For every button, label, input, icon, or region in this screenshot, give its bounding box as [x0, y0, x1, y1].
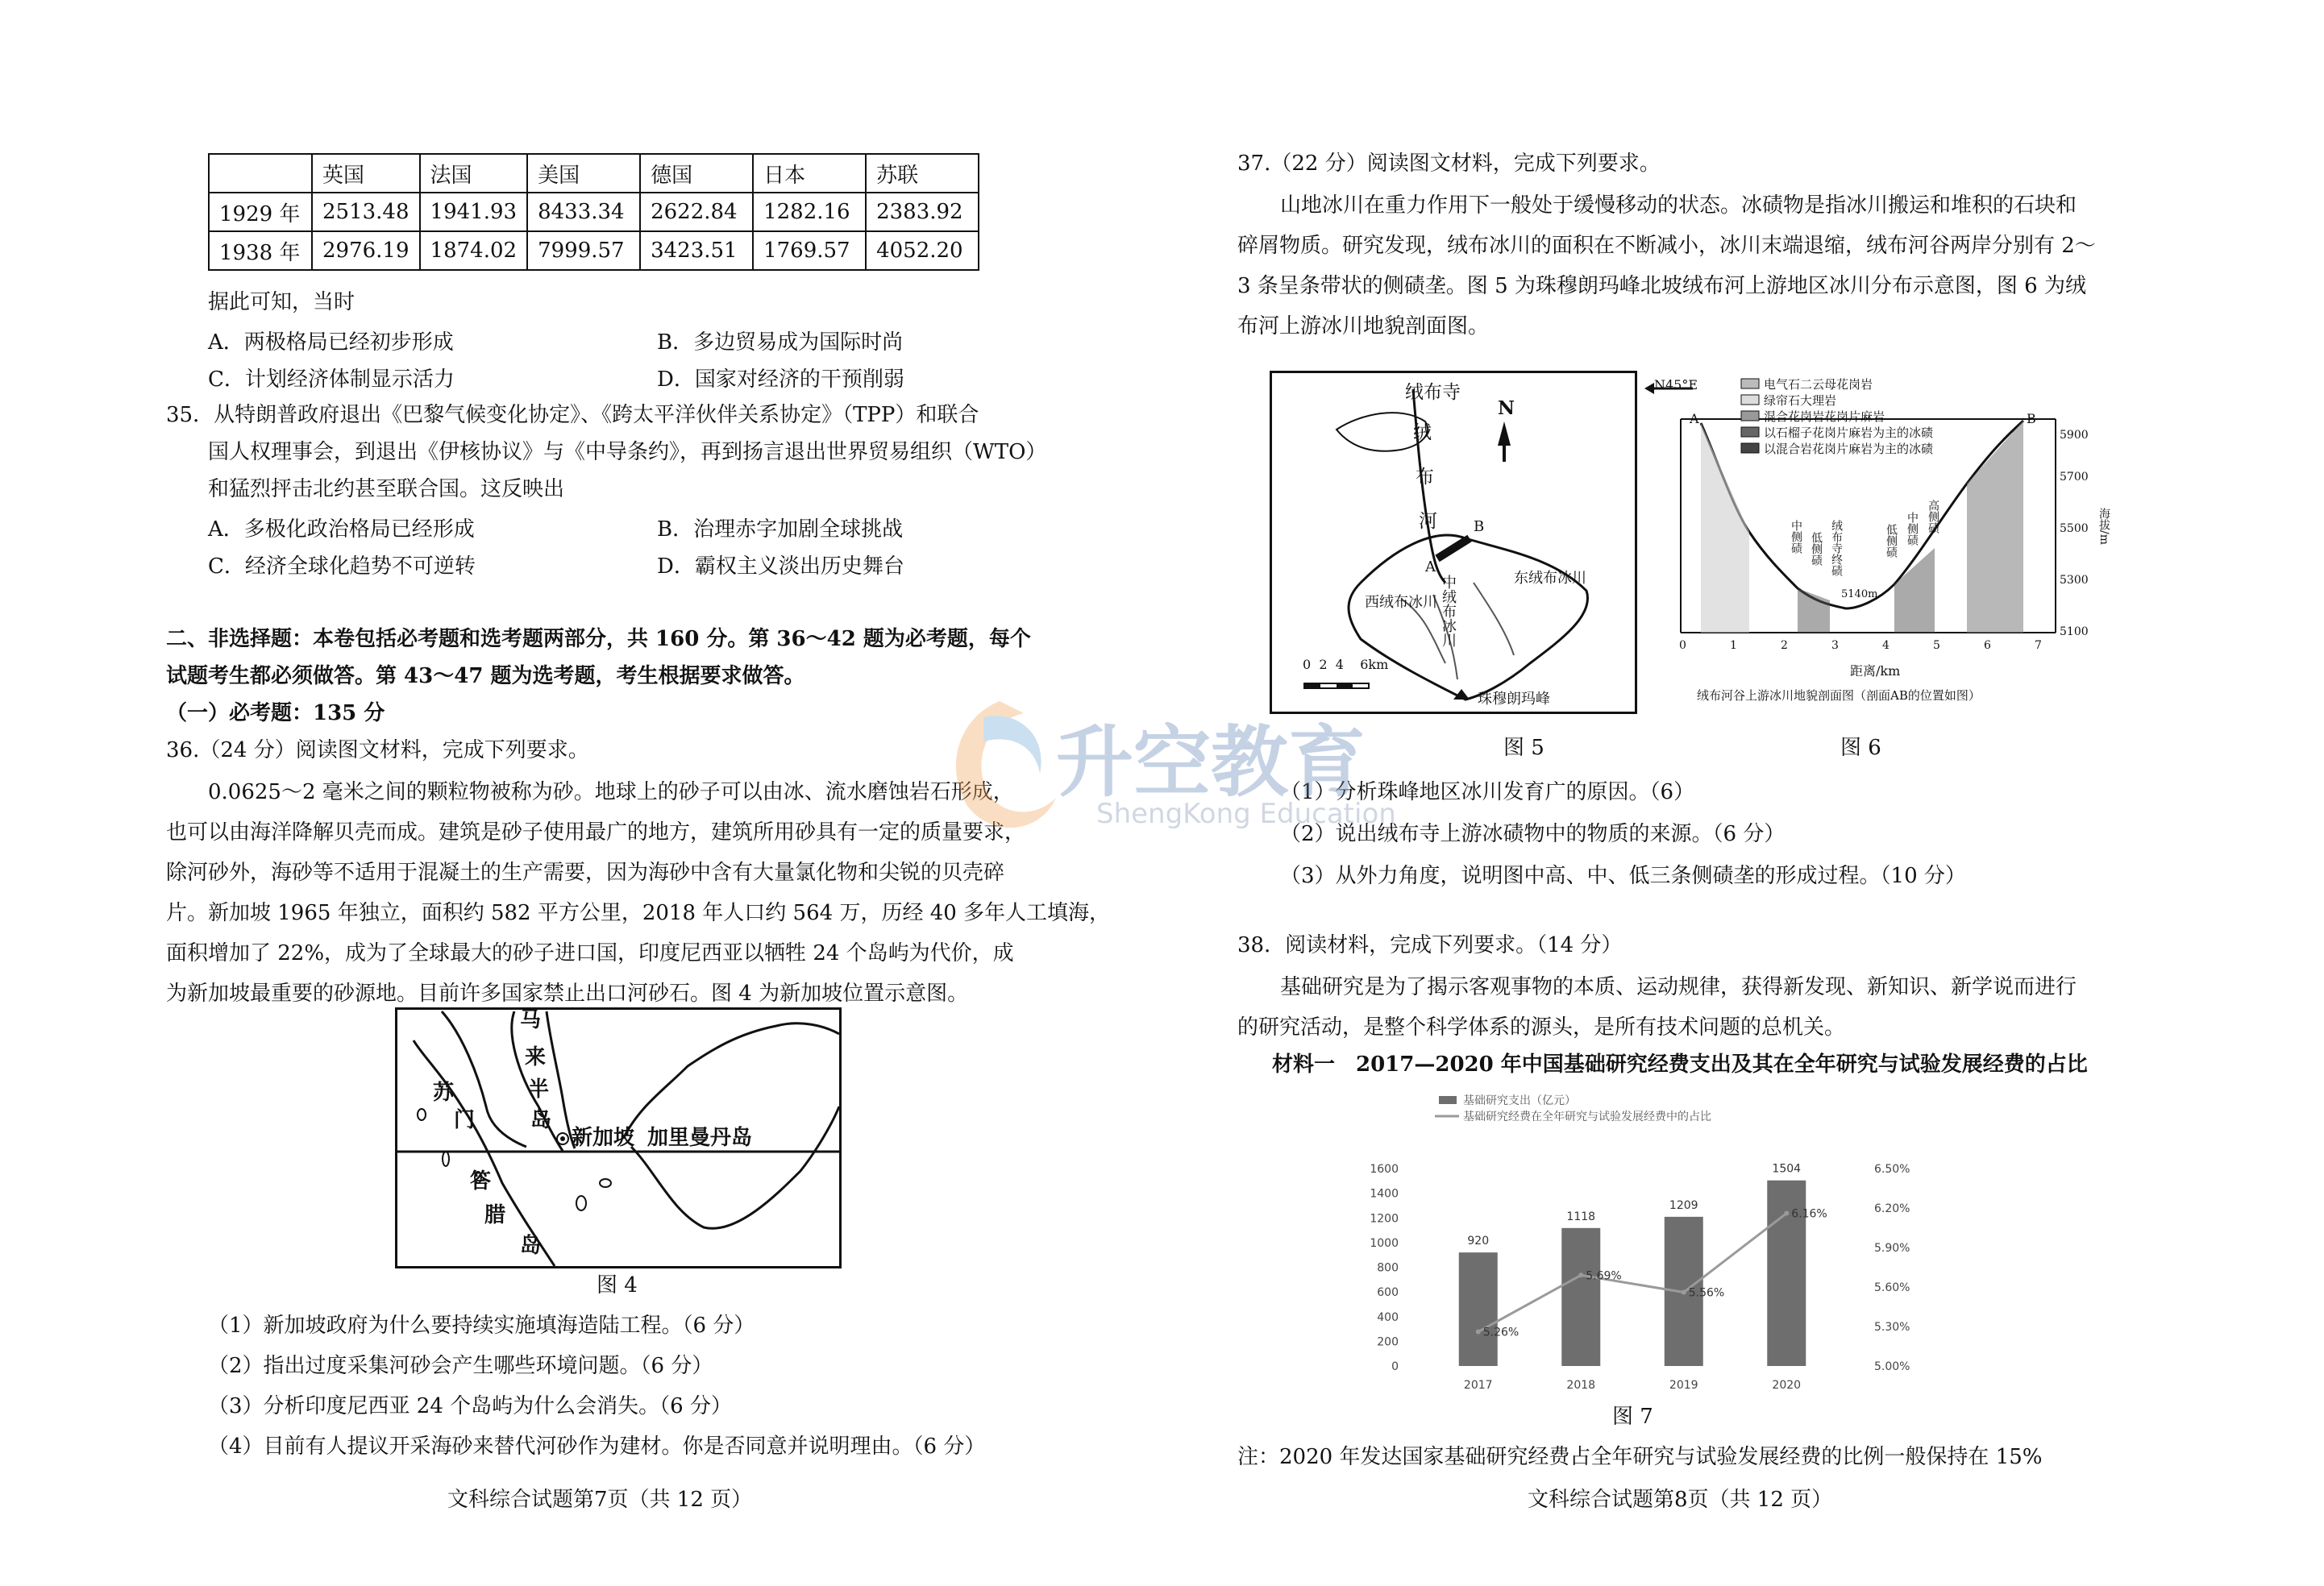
q37-material-line: 布河上游冰川地貌剖面图。	[1237, 314, 1490, 338]
label-kalimantan: 加里曼丹岛	[647, 1126, 753, 1150]
q37-material-line: 碎屑物质。研究发现，绒布冰川的面积在不断减小，冰川末端退缩，绒布河谷两岸分别有 2～	[1237, 234, 2096, 258]
moraine-label: 高侧碛	[1927, 500, 1939, 534]
table-row	[209, 193, 979, 231]
x-tick: 2018	[1566, 1379, 1596, 1392]
moraine-body	[1894, 548, 1935, 633]
label-malay: 岛	[530, 1108, 552, 1132]
label-scale: 0 2 4 6km	[1303, 657, 1389, 672]
x-tick: 4	[1882, 639, 1890, 652]
figure-7-caption: 图 7	[1612, 1405, 1653, 1429]
elevation-label: 5140m	[1841, 588, 1878, 600]
gneiss-body	[1967, 421, 2023, 633]
q37-sub-question: （2）说出绒布寺上游冰碛物中的物质的来源。（6 分）	[1280, 822, 1786, 846]
label-sumatra: 门	[454, 1108, 476, 1132]
legend-swatch	[1741, 379, 1759, 388]
table-cell: 4052.20	[866, 231, 979, 270]
label-west-glacier: 西绒布冰川	[1365, 594, 1437, 611]
y-left-tick: 1200	[1370, 1212, 1399, 1226]
q37-material-line: 3 条呈条带状的侧碛垄。图 5 为珠穆朗玛峰北坡绒布河上游地区冰川分布示意图，图 6 为绒	[1237, 274, 2086, 298]
label-sumatra: 岛	[520, 1234, 542, 1258]
x-axis-label: 距离/km	[1850, 663, 1901, 679]
label-b: B	[1474, 518, 1485, 535]
page-footer-left: 文科综合试题第7页（共 12 页）	[447, 1488, 753, 1512]
table-cell: 美国	[527, 154, 640, 193]
label-a: A	[1690, 411, 1699, 426]
label-river: 河	[1419, 511, 1437, 532]
figure-5-glacier-map	[1270, 371, 1637, 714]
x-tick: 2017	[1463, 1379, 1493, 1392]
q36-sub-question: （3）分析印度尼西亚 24 个岛屿为什么会消失。（6 分）	[208, 1394, 732, 1418]
label-everest: 珠穆朗玛峰	[1478, 691, 1550, 708]
q35-option-b: B．治理赤字加剧全球挑战	[657, 517, 904, 542]
island	[443, 1152, 449, 1166]
moraine-label: 低侧碛	[1810, 532, 1823, 566]
line-point	[1682, 1290, 1686, 1295]
x-tick: 5	[1933, 639, 1940, 652]
x-tick: 2020	[1772, 1379, 1802, 1392]
q37-material-line: 山地冰川在重力作用下一般处于缓慢移动的状态。冰碛物是指冰川搬运和堆积的石块和	[1280, 193, 2077, 218]
label-sumatra: 腊	[484, 1203, 506, 1227]
line-series	[1478, 1214, 1787, 1332]
q34-option-c: C．计划经济体制显示活力	[208, 367, 455, 392]
note-line: 注：2020 年发达国家基础研究经费占全年研究与试验发展经费的比例一般保持在 15%	[1237, 1445, 2043, 1469]
legend-line-label: 基础研究经费在全年研究与试验发展经费中的占比	[1463, 1111, 1711, 1123]
line-value-label: 5.56%	[1688, 1286, 1725, 1300]
gdp-table	[208, 153, 979, 271]
y-axis-label: 海拔/m	[2097, 508, 2110, 545]
q36-heading: 36.（24 分）阅读图文材料，完成下列要求。	[166, 738, 589, 762]
bar-value-label: 1118	[1566, 1210, 1596, 1223]
figure-6-subcaption: 绒布河谷上游冰川地貌剖面图（剖面AB的位置如图）	[1697, 688, 1981, 703]
q36-material-line: 也可以由海洋降解贝壳而成。建筑是砂子使用最广的地方，建筑所用砂具有一定的质量要求，	[166, 820, 1026, 845]
moraine-label: 中侧碛	[1790, 520, 1802, 554]
q36-sub-question: （1）新加坡政府为什么要持续实施填海造陆工程。（6 分）	[208, 1314, 755, 1338]
label-river: 布	[1416, 467, 1434, 488]
table-cell: 德国	[640, 154, 753, 193]
figure-5-caption: 图 5	[1503, 736, 1544, 760]
x-tick: 3	[1831, 639, 1839, 652]
table-cell: 2622.84	[640, 193, 753, 231]
q35-option-a: A．多极化政治格局已经形成	[208, 517, 475, 542]
label-malay: 马	[520, 1008, 542, 1032]
legend-swatch	[1741, 411, 1759, 421]
q38-material-line: 基础研究是为了揭示客观事物的本质、运动规律，获得新发现、新知识、新学说而进行	[1280, 975, 2077, 999]
y-left-tick: 200	[1377, 1335, 1399, 1349]
table-cell: 2513.48	[312, 193, 420, 231]
q36-material-line: 为新加坡最重要的砂源地。目前许多国家禁止出口河砂石。图 4 为新加坡位置示意图。	[166, 982, 969, 1006]
table-cell: 1769.57	[753, 231, 866, 270]
direction-arrow-head	[1644, 383, 1654, 394]
table-cell: 8433.34	[527, 193, 640, 231]
figure-4-singapore-map	[395, 1007, 842, 1268]
legend-bar-swatch	[1439, 1096, 1457, 1104]
label-sumatra: 答	[470, 1169, 492, 1194]
bar	[1561, 1228, 1600, 1366]
moraine-label: 绒布寺终碛	[1830, 520, 1843, 576]
q34-option-d: D．国家对经济的干预削弱	[657, 367, 904, 392]
q36-material-line: 片。新加坡 1965 年独立，面积约 582 平方公里，2018 年人口约 564 万，历经 40 多年人工填海，	[166, 901, 1111, 925]
label-malay: 半	[528, 1077, 550, 1102]
y-tick: 5900	[2060, 429, 2089, 442]
y-left-tick: 1600	[1370, 1163, 1399, 1176]
label-east-glacier: 东绒布冰川	[1514, 570, 1586, 587]
moraine-label: 低侧碛	[1885, 524, 1898, 558]
label-north: N	[1498, 397, 1515, 419]
figure-4-caption: 图 4	[597, 1273, 638, 1297]
y-tick: 5700	[2060, 471, 2089, 484]
label-b: B	[2027, 411, 2036, 426]
table-cell: 3423.51	[640, 231, 753, 270]
line-value-label: 6.16%	[1791, 1207, 1827, 1221]
y-left-tick: 600	[1377, 1286, 1399, 1300]
island	[418, 1109, 426, 1120]
bar	[1459, 1252, 1498, 1366]
profile-line-ab	[1437, 538, 1470, 558]
q38-material-line: 的研究活动，是整个科学体系的源头，是所有技术问题的总机关。	[1237, 1015, 1846, 1040]
label-central-glacier: 中绒布冰川	[1440, 575, 1457, 647]
table-cell: 2976.19	[312, 231, 420, 270]
glacier-area	[1349, 535, 1588, 700]
y-tick: 5100	[2060, 625, 2089, 638]
label-a: A	[1425, 558, 1436, 575]
table-header-row	[209, 154, 979, 193]
y-left-tick: 400	[1377, 1310, 1399, 1324]
q35-option-d: D．霸权主义淡出历史舞台	[657, 554, 904, 579]
q37-heading: 37.（22 分）阅读图文材料，完成下列要求。	[1237, 152, 1661, 176]
q35-line: 国人权理事会，到退出《伊核协议》与《中导条约》，再到扬言退出世界贸易组织（WTO）	[208, 440, 1047, 464]
q36-sub-question: （2）指出过度采集河砂会产生哪些环境问题。（6 分）	[208, 1354, 713, 1378]
bar-value-label: 1504	[1772, 1162, 1802, 1176]
q34-stem: 据此可知，当时	[208, 290, 355, 314]
q35-option-c: C．经济全球化趋势不可逆转	[208, 554, 476, 579]
line-point	[1476, 1330, 1481, 1335]
legend-label: 电气石二云母花岗岩	[1764, 377, 1873, 392]
bar-value-label: 1209	[1669, 1198, 1698, 1212]
figure-7-chart	[1338, 1080, 1967, 1402]
figure-6-glacier-profile	[1644, 371, 2128, 717]
label-sumatra: 苏	[433, 1081, 455, 1105]
label-river: 绒	[1413, 422, 1432, 443]
section2-heading: 二、非选择题：本卷包括必考题和选考题两部分，共 160 分。第 36～42 题为必考题，每个	[166, 627, 1031, 651]
x-tick: 0	[1679, 639, 1686, 652]
table-cell: 1874.02	[420, 231, 528, 270]
q34-option-b: B．多边贸易成为国际时尚	[657, 330, 904, 355]
island	[576, 1196, 586, 1210]
legend-swatch	[1741, 395, 1759, 405]
table-cell: 日本	[753, 154, 866, 193]
table-cell: 法国	[420, 154, 528, 193]
x-tick: 6	[1984, 639, 1991, 652]
legend-label: 以石榴子花岗片麻岩为主的冰碛	[1764, 426, 1934, 440]
chart-svg	[1338, 1080, 1967, 1402]
q34-option-a: A．两极格局已经初步形成	[208, 330, 454, 355]
table-cell: 1929 年	[209, 193, 312, 231]
table-cell: 苏联	[866, 154, 979, 193]
glacier-flow	[1474, 583, 1514, 655]
line-value-label: 5.69%	[1586, 1269, 1622, 1283]
q36-material-line: 除河砂外，海砂等不适用于混凝土的生产需要，因为海砂中含有大量氯化物和尖锐的贝壳碎	[166, 861, 1005, 885]
island	[600, 1179, 611, 1187]
section-required-heading: （一）必考题：135 分	[166, 701, 385, 725]
line-point	[1784, 1211, 1789, 1216]
x-tick: 7	[2035, 639, 2042, 652]
q36-sub-question: （4）目前有人提议开采海砂来替代河砂作为建材。你是否同意并说明理由。（6 分）	[208, 1434, 986, 1459]
watermark-logo-icon	[935, 685, 1064, 846]
q36-material-line: 面积增加了 22%，成为了全球最大的砂子进口国，印度尼西亚以牺牲 24 个岛屿为代价，成	[166, 941, 1014, 965]
watermark-cn: 升空教育	[1056, 717, 1366, 808]
singapore-marker-dot	[560, 1136, 565, 1141]
material-1-heading: 材料一 2017—2020 年中国基础研究经费支出及其在全年研究与试验发展经费的占比	[1272, 1052, 2088, 1077]
y-right-tick: 6.20%	[1874, 1202, 1910, 1215]
y-left-tick: 1000	[1370, 1236, 1399, 1250]
q35-line: 35．从特朗普政府退出《巴黎气候变化协定》、《跨太平洋伙伴关系协定》（TPP）和联合	[166, 403, 979, 427]
line-point	[1578, 1273, 1583, 1277]
moraine-label: 中侧碛	[1906, 512, 1919, 546]
legend-swatch	[1741, 443, 1759, 453]
granite-body	[1701, 423, 1749, 633]
y-left-tick: 800	[1377, 1261, 1399, 1275]
q38-heading: 38．阅读材料，完成下列要求。（14 分）	[1237, 933, 1623, 957]
x-tick: 1	[1730, 639, 1737, 652]
legend-swatch	[1741, 427, 1759, 437]
y-right-tick: 5.00%	[1874, 1360, 1910, 1373]
y-right-tick: 6.50%	[1874, 1163, 1910, 1176]
table-row	[209, 231, 979, 270]
table-cell	[209, 154, 312, 193]
north-arrow-head	[1498, 421, 1511, 446]
table-cell: 1941.93	[420, 193, 528, 231]
anchor	[1644, 371, 1648, 375]
y-left-tick: 1400	[1370, 1187, 1399, 1201]
line-value-label: 5.26%	[1482, 1326, 1520, 1339]
y-right-tick: 5.90%	[1874, 1242, 1910, 1255]
table-cell: 7999.57	[527, 231, 640, 270]
q37-sub-question: （3）从外力角度，说明图中高、中、低三条侧碛垄的形成过程。（10 分）	[1280, 864, 1966, 888]
x-tick: 2	[1781, 639, 1788, 652]
y-right-tick: 5.60%	[1874, 1281, 1910, 1294]
label-malay: 来	[525, 1045, 547, 1069]
q37-sub-question: （1）分析珠峰地区冰川发育广的原因。（6）	[1280, 780, 1695, 804]
section2-heading: 试题考生都必须做答。第 43～47 题为选考题，考生根据要求做答。	[166, 664, 805, 688]
figure-6-caption: 图 6	[1840, 736, 1881, 760]
label-singapore: 新加坡	[572, 1126, 635, 1150]
q36-material-line: 0.0625～2 毫米之间的颗粒物被称为砂。地球上的砂子可以由冰、流水磨蚀岩石形成，	[208, 780, 1014, 804]
table-cell: 2383.92	[866, 193, 979, 231]
q35-line: 和猛烈抨击北约甚至联合国。这反映出	[208, 477, 565, 501]
legend-label: 绿帘石大理岩	[1764, 393, 1837, 408]
moraine-body	[1798, 588, 1830, 633]
direction-label: N45°E	[1654, 377, 1698, 392]
watermark-en: ShengKong Education	[1096, 798, 1396, 830]
legend-label: 以混合岩花岗片麻岩为主的冰碛	[1764, 442, 1934, 456]
page-footer-right: 文科综合试题第8页（共 12 页）	[1528, 1488, 1833, 1512]
y-tick: 5300	[2060, 574, 2089, 587]
watermark	[935, 677, 1435, 870]
y-right-tick: 5.30%	[1874, 1321, 1910, 1334]
x-tick: 2019	[1669, 1379, 1698, 1392]
label-rongbuk-temple: 绒布寺	[1405, 382, 1461, 403]
table-cell: 英国	[312, 154, 420, 193]
legend-label: 混合花岗岩花岗片麻岩	[1764, 409, 1885, 424]
bar-value-label: 920	[1467, 1235, 1490, 1248]
legend-bar-label: 基础研究支出（亿元）	[1463, 1094, 1576, 1107]
y-tick: 5500	[2060, 522, 2089, 535]
table-cell: 1938 年	[209, 231, 312, 270]
y-left-tick: 0	[1391, 1360, 1399, 1373]
table-cell: 1282.16	[753, 193, 866, 231]
